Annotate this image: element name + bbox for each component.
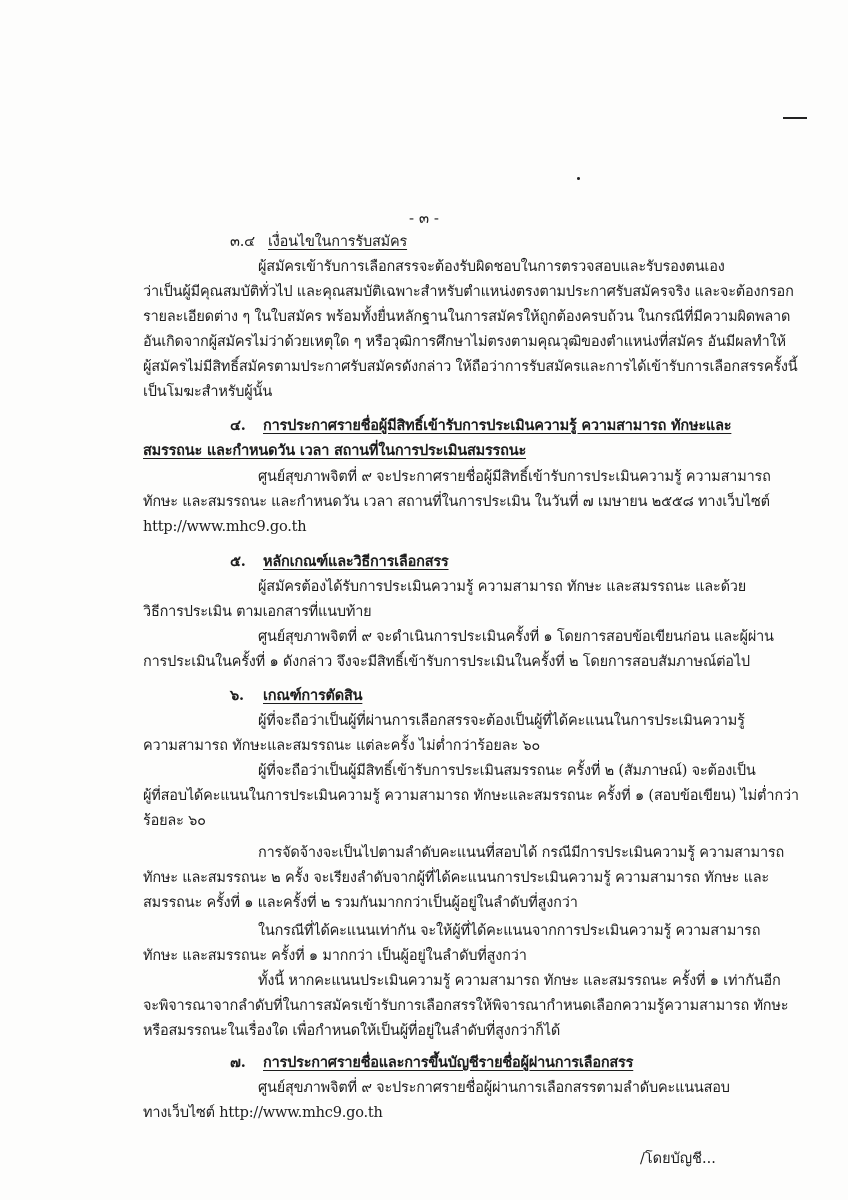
paragraph-line: ผู้สมัครไม่มีสิทธิ์สมัครตามประกาศรับสมัครดังกล่าว ให้ถือว่าการรับสมัครและการได้เข้ารับการเลือกสรรครั้งนี้ (143, 359, 798, 375)
section-5-number: ๕. (230, 553, 246, 570)
paragraph-line: ทักษะ และสมรรถนะ และกำหนดวัน เวลา สถานที่ในการประเมิน ในวันที่ ๗ เมษายน ๒๕๕๘ ทางเว็บไซต์ (143, 494, 770, 510)
paragraph-line: จะพิจารณาจากลำดับที่ในการสมัครเข้ารับการเลือกสรรให้พิจารณากำหนดเลือกความรู้ความสามารถ ทักษะ (143, 998, 789, 1014)
paragraph-line: ศูนย์สุขภาพจิตที่ ๙ จะดำเนินการประเมินครั้งที่ ๑ โดยการสอบข้อเขียนก่อน และผู้ผ่าน (258, 629, 774, 645)
section-7-number: ๗. (230, 1054, 246, 1071)
paragraph-line: รายละเอียดต่าง ๆ ในใบสมัคร พร้อมทั้งยื่นหลักฐานในการสมัครให้ถูกต้องครบถ้วน ในกรณีที่มีความผิดพลาด (143, 309, 791, 325)
paragraph-line: สมรรถนะ ครั้งที่ ๑ และครั้งที่ ๒ รวมกันมากกว่าเป็นผู้อยู่ในลำดับที่สูงกว่า (143, 895, 578, 911)
paragraph-line: อันเกิดจากผู้สมัครไม่ว่าด้วยเหตุใด ๆ หรือวุฒิการศึกษาไม่ตรงตามคุณวุฒิของตำแหน่งที่สมัคร อันมีผลทำให้ (143, 334, 786, 350)
paragraph-line: การประเมินในครั้งที่ ๑ ดังกล่าว จึงจะมีสิทธิ์เข้ารับการประเมินในครั้งที่ ๒ โดยการสอบสัมภาษณ์ต่อไป (143, 654, 750, 670)
paragraph-line: ผู้ที่จะถือว่าเป็นผู้ที่ผ่านการเลือกสรรจะต้องเป็นผู้ที่ได้คะแนนในการประเมินความรู้ (258, 713, 745, 729)
paragraph-line: หรือสมรรถนะในเรื่องใด เพื่อกำหนดให้เป็นผู้ที่อยู่ในลำดับที่สูงกว่าก็ได้ (143, 1023, 561, 1039)
paragraph-line: ศูนย์สุขภาพจิตที่ ๙ จะประกาศรายชื่อผู้มีสิทธิ์เข้ารับการประเมินความรู้ ความสามารถ (258, 469, 771, 485)
website-url: http://www.mhc9.go.th (143, 519, 307, 535)
section-4-heading: การประกาศรายชื่อผู้มีสิทธิ์เข้ารับการประเมินความรู้ ความสามารถ ทักษะและ (263, 417, 732, 434)
scan-dot (577, 177, 580, 180)
paragraph-line: ทักษะ และสมรรถนะ ครั้งที่ ๑ มากกว่า เป็นผู้อยู่ในลำดับที่สูงกว่า (143, 948, 527, 964)
paragraph-line: ร้อยละ ๖๐ (143, 813, 206, 829)
paragraph-line: ผู้สมัครต้องได้รับการประเมินความรู้ ความสามารถ ทักษะ และสมรรถนะ และด้วย (258, 579, 747, 595)
section-3-4-heading: เงื่อนไขในการรับสมัคร (268, 234, 408, 250)
paragraph-line: ผู้ที่สอบได้คะแนนในการประเมินความรู้ ความสามารถ ทักษะและสมรรถนะ ครั้งที่ ๑ (สอบข้อเขียน) ไม่ต่ำกว่า (143, 788, 799, 804)
paragraph-line: เป็นโมฆะสำหรับผู้นั้น (143, 384, 273, 400)
section-6-heading: เกณฑ์การตัดสิน (263, 687, 363, 704)
section-4-heading-cont: สมรรถนะ และกำหนดวัน เวลา สถานที่ในการประเมินสมรรถนะ (143, 442, 527, 459)
scan-mark (783, 117, 807, 119)
section-3-4-number: ๓.๔ (230, 234, 255, 250)
paragraph-line: วิธีการประเมิน ตามเอกสารที่แนบท้าย (143, 604, 372, 620)
paragraph-line: ทักษะ และสมรรถนะ ๒ ครั้ง จะเรียงลำดับจากผู้ที่ได้คะแนนการประเมินความรู้ ความสามารถ ทักษะ และ (143, 870, 769, 886)
paragraph-line: ทั้งนี้ หากคะแนนประเมินความรู้ ความสามารถ ทักษะ และสมรรถนะ ครั้งที่ ๑ เท่ากันอีก (258, 973, 781, 989)
paragraph-line: ศูนย์สุขภาพจิตที่ ๙ จะประกาศรายชื่อผู้ผ่านการเลือกสรรตามลำดับคะแนนสอบ (258, 1080, 730, 1096)
page-number: - ๓ - (409, 209, 439, 227)
paragraph-line: ทางเว็บไซต์ http://www.mhc9.go.th (143, 1105, 383, 1121)
paragraph-line: ว่าเป็นผู้มีคุณสมบัติทั่วไป และคุณสมบัติเฉพาะสำหรับตำแหน่งตรงตามประกาศรับสมัครจริง และจะต้องกรอก (143, 284, 794, 300)
paragraph-line: ผู้สมัครเข้ารับการเลือกสรรจะต้องรับผิดชอบในการตรวจสอบและรับรองตนเอง (258, 259, 725, 275)
paragraph-line: ในกรณีที่ได้คะแนนเท่ากัน จะให้ผู้ที่ได้คะแนนจากการประเมินความรู้ ความสามารถ (258, 923, 761, 939)
continued-marker: /โดยบัญชี... (640, 1151, 716, 1167)
paragraph-line: การจัดจ้างจะเป็นไปตามลำดับคะแนนที่สอบได้ กรณีมีการประเมินความรู้ ความสามารถ (258, 845, 785, 861)
section-4-number: ๔. (230, 417, 246, 434)
section-6-number: ๖. (230, 687, 244, 704)
section-7-heading: การประกาศรายชื่อและการขึ้นบัญชีรายชื่อผู้ผ่านการเลือกสรร (263, 1054, 634, 1071)
paragraph-line: ผู้ที่จะถือว่าเป็นผู้มีสิทธิ์เข้ารับการประเมินสมรรถนะ ครั้งที่ ๒ (สัมภาษณ์) จะต้องเป็น (258, 763, 756, 779)
section-5-heading: หลักเกณฑ์และวิธีการเลือกสรร (263, 553, 449, 570)
paragraph-line: ความสามารถ ทักษะและสมรรถนะ แต่ละครั้ง ไม่ต่ำกว่าร้อยละ ๖๐ (143, 738, 541, 754)
